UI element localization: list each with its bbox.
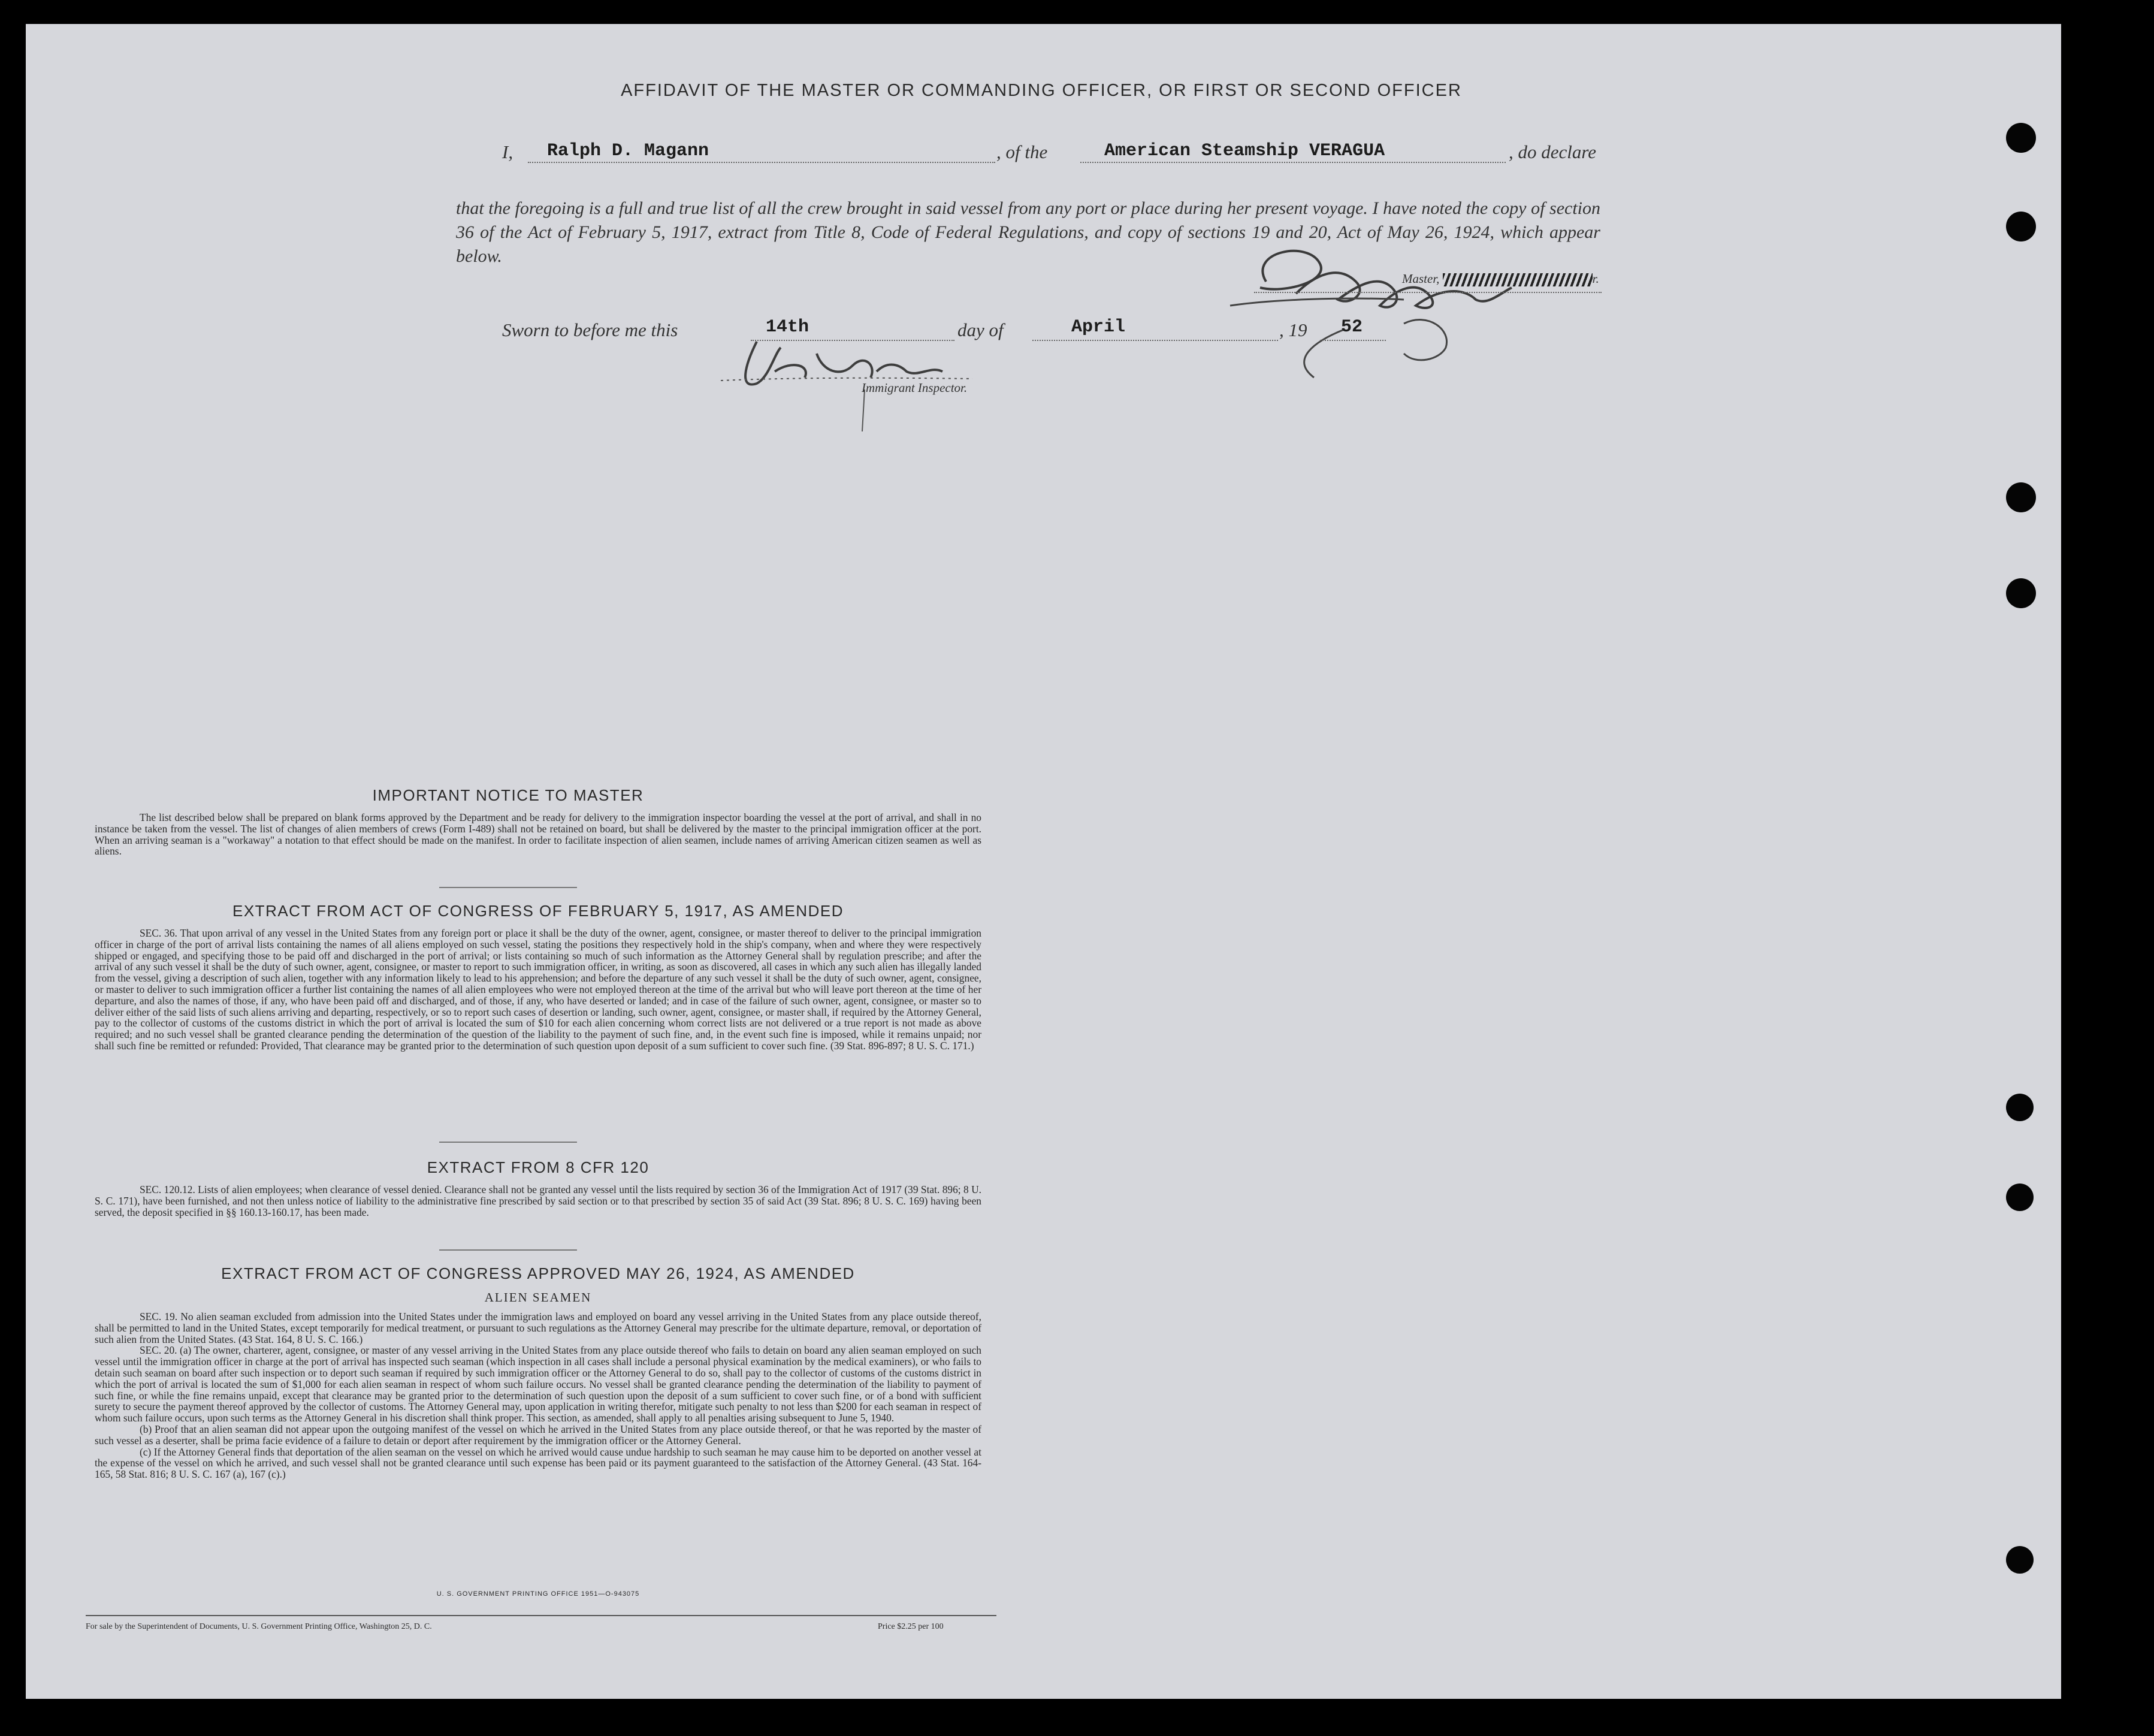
master-label: Master, r. [1402,271,1599,286]
master-signature [1224,240,1608,390]
day-value: 14th [766,317,809,337]
binder-hole [2006,482,2036,512]
month-value: April [1071,317,1126,337]
day-of-label: day of [957,319,1004,340]
divider [439,1142,577,1143]
sec-19-text: SEC. 19. No alien seaman excluded from admission into the United States under the immigration laws and employed on board any vessel arriving in the United States from any place outside thereof, shall be permitted to land in the United States, except temporarily for medical treatment, or pursuant to such regulations as the Attorney General may prescribe for the ultimate departure, removal, or deportation of such alien from the United States. (43 Stat. 164, 8 U. S. C. 166.) [95,1311,981,1345]
sec-20b-text: (b) Proof that an alien seaman did not appear upon the outgoing manifest of the vessel on which he arrived in the United States from any place outside thereof, or that he was reported by the master of such vessel as a deserter, shall be prima facie evidence of a failure to detain or deport after requirement by the immigration officer or the Attorney General. [95,1423,981,1447]
extract-cfr-text: SEC. 120.12. Lists of alien employees; when clearance of vessel denied. Clearance shall not be granted any vessel until the lists required by section 36 of the Immigration Act of 1917 (39 Stat. 896; 8 U. S. C. 171), have been furnished, and not then unless notice of liability to the administrative fine prescribed by said section or to that prescribed by section 35 of said Act (39 Stat. 896; 8 U. S. C. 169) having been served, the deposit specified in §§ 160.13-160.17, has been made. [95,1184,981,1218]
year-prefix: , 19 [1279,319,1307,340]
binder-hole [2006,578,2036,608]
sworn-label: Sworn to before me this [502,319,678,340]
sec-20c-text: (c) If the Attorney General finds that deportation of the alien seaman on the vessel on which he arrived would cause undue hardship to such seaman he may cause him to be deported on another vessel at the expense of the vessel on which he arrived, and such vessel shall not be granted clearance until such expense has been paid or its payment guaranteed to the satisfaction of the Attorney General. (43 Stat. 164-165, 58 Stat. 816; 8 U. S. C. 167 (a), 167 (c).) [95,1445,981,1481]
affidavit-title: AFFIDAVIT OF THE MASTER OR COMMANDING OFFICER, OR FIRST OR SECOND OFFICER [621,81,1462,100]
alien-seamen-subtitle: ALIEN SEAMEN [484,1290,592,1305]
notice-title: IMPORTANT NOTICE TO MASTER [372,786,644,804]
form-sheet [26,24,2061,1699]
name-value: Ralph D. Magann [547,141,709,161]
extract-1924-title: EXTRACT FROM ACT OF CONGRESS APPROVED MAY 26, 1924, AS AMENDED [221,1264,855,1282]
footer-rule [86,1615,996,1616]
binder-hole [2006,123,2036,153]
divider [439,1249,577,1251]
binder-hole [2006,1184,2034,1211]
declaration-text: that the foregoing is a full and true list of all the crew brought in said vessel from any port or place during her present voyage. I have noted the copy of section 36 of the Act of February 5, 1917, extract from Title 8, Code of Federal Regulations, and copy of sections 19 and 20, Act of May 26, 1924, which appear below. [456,198,1600,266]
sale-line: For sale by the Superintendent of Documents, U. S. Government Printing Office, Washington 25, D. C. [86,1622,432,1631]
notice-text: The list described below shall be prepared on blank forms approved by the Department and be ready for delivery to the immigration inspector boarding the vessel at the port of arrival, and shall in no instance be taken from the vessel. The list of changes of alien members of crews (Form I-489) shall not be retained on board, but shall be delivered by the master to the principal immigration officer at the port. When an arriving seaman is a "workaway" a notation to that effect should be made on the manifest. In order to facilitate inspection of alien seamen, include names of arriving American citizen seamen as well as aliens. [95,811,981,858]
extract-1917-text: SEC. 36. That upon arrival of any vessel in the United States from any foreign port or place it shall be the duty of the owner, agent, consignee, or master thereof to deliver to the principal immigration officer in charge of the port of arrival lists containing the names of all aliens employed on such vessel, stating the positions they respectively hold in the ship's company, when and where they were respectively shipped or engaged, and specifying those to be paid off and discharged in the port of arrival; or lists containing so much of such information as the Attorney General shall by regulation prescribe; and after the arrival of any such vessel it shall be the duty of such owner, agent, consignee, or master to report to such immigration officer, in writing, as soon as discovered, all cases in which any such alien has illegally landed from the vessel, giving a description of such alien, together with any information likely to lead to his apprehension; and before the departure of any such vessel it shall be the duty of such owner, agent, consignee, or master to deliver to such immigration officer a further list containing the names of all alien employees who were not employed thereon at the time of the arrival but who will leave port thereon at the time of her departure, and also the names of those, if any, who have been paid off and discharged, and of those, if any, who have deserted or landed; and in case of the failure of such owner, agent, consignee, or master so to deliver either of the said lists of such aliens arriving and departing, respectively, or so to report such cases of desertion or landing, such owner, agent, consignee, or master shall, if required by the Attorney General, pay to the collector of customs of the customs district in which the port of arrival is located the sum of $10 for each alien concerning whom correct lists are not delivered or a true report is not made as above required; and no such vessel shall be granted clearance pending the determination of the question of the liability to the payment of such fine, and, in the event such fine is imposed, while it remains unpaid; nor shall such fine be remitted or refunded: Provided, That clearance may be granted prior to the determination of such question upon deposit of a sum sufficient to cover such fine. (39 Stat. 896-897; 8 U. S. C. 171.) [95,927,981,1052]
divider [439,887,577,888]
binder-hole [2006,212,2036,241]
year-value: 52 [1341,317,1363,337]
extract-cfr-title: EXTRACT FROM 8 CFR 120 [427,1158,649,1176]
inspector-label: Immigrant Inspector. [862,381,968,395]
binder-hole [2006,1546,2034,1574]
price-line: Price $2.25 per 100 [878,1622,944,1631]
binder-hole [2006,1094,2034,1121]
master-label-text: Master, [1402,271,1443,286]
gpo-line: U. S. GOVERNMENT PRINTING OFFICE 1951—O-943075 [436,1590,640,1598]
struck-out-title [1443,273,1593,286]
month-field [1032,319,1278,341]
extract-1924-body [95,1311,981,1480]
extract-1917-title: EXTRACT FROM ACT OF CONGRESS OF FEBRUARY 5, 1917, AS AMENDED [232,902,844,920]
do-declare-label: , do declare [1509,141,1597,162]
sec-20a-text: SEC. 20. (a) The owner, charterer, agent, consignee, or master of any vessel arriving in the United States from any place outside thereof who fails to detain on board any alien seaman employed on such vessel until the immigration officer in charge at the port of arrival has inspected such seaman (which inspection in all cases shall include a personal physical examination by the medical examiners), or who fails to detain such seaman on board after such inspection or to deport such seaman if required by such immigration officer or the Attorney General to do so, shall pay to the collector of customs of the customs district in which the port of arrival is located the sum of $1,000 for each alien seaman in respect of whom such failure occurs. No vessel shall be granted clearance pending the determination of the liability to payment of such fine, or while the fine remains unpaid, except that clearance may be granted prior to the determination of such question upon the deposit of a sum sufficient to cover such fine, or of a bond with sufficient surety to secure the payment thereof approved by the collector of customs. The Attorney General may, upon application in writing therefor, mitigate such penalty to not less than $200 for each seaman in respect of whom such failure occurs, upon such terms as the Attorney General in his discretion shall think proper. This section, as amended, shall apply to all penalties arising subsequent to June 5, 1940. [95,1344,981,1424]
vessel-value: American Steamship VERAGUA [1104,141,1385,161]
of-the-label: , of the [996,141,1048,162]
i-label: I, [502,141,513,162]
